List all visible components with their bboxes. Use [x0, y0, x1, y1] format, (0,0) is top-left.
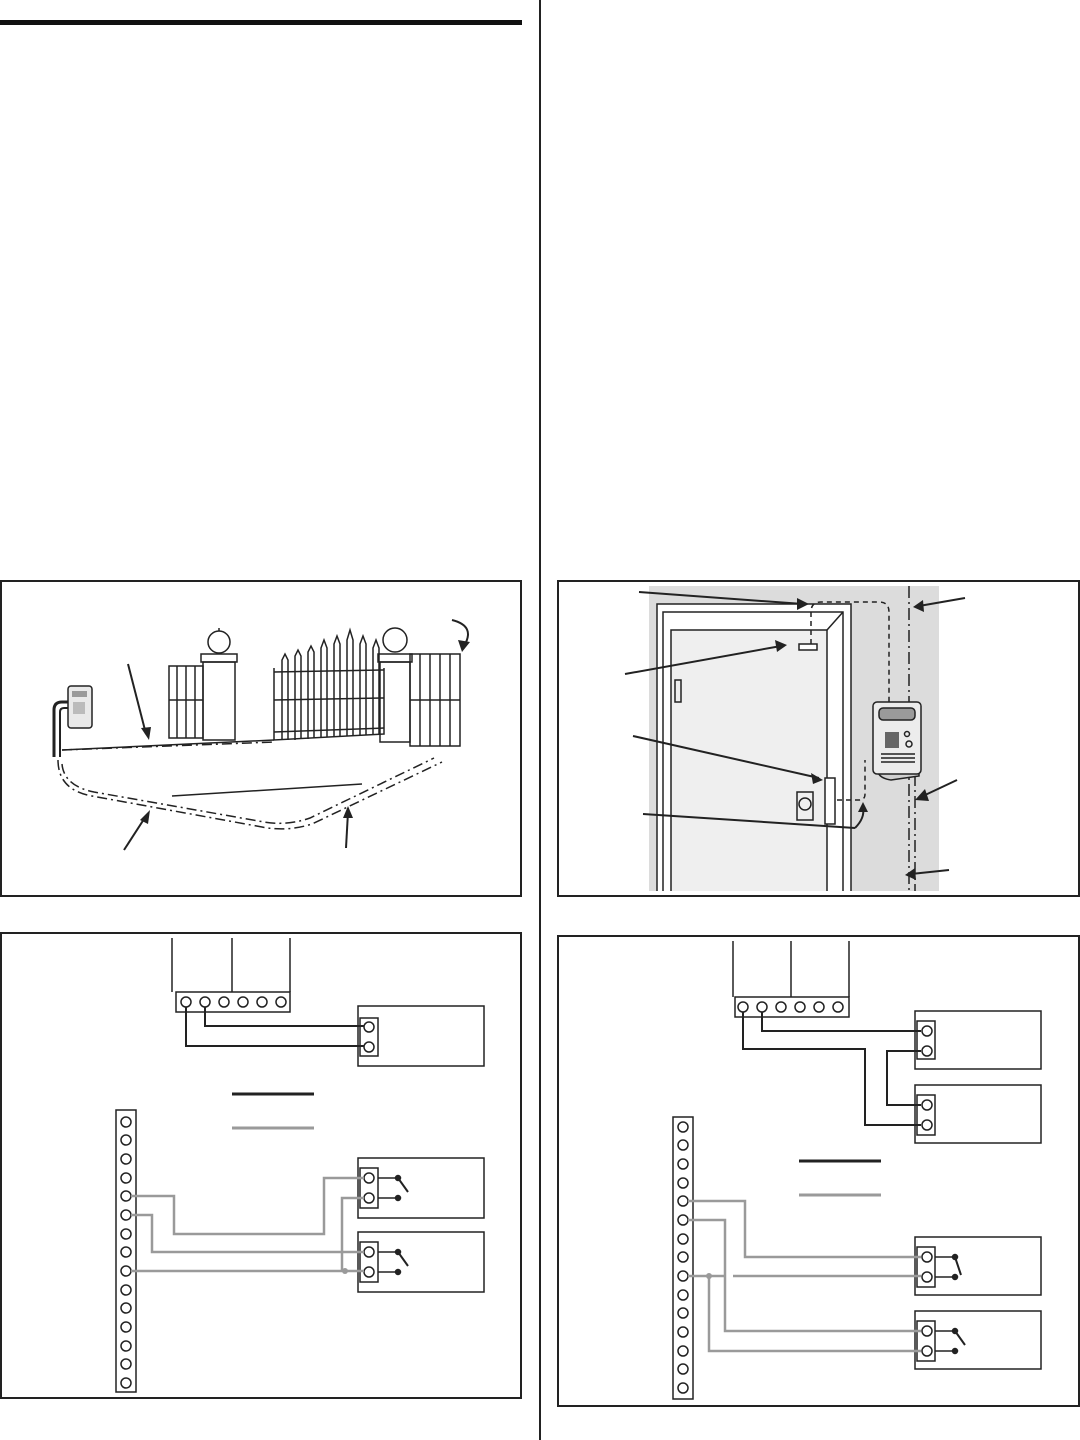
callbox-icon: [54, 686, 92, 757]
wiring-schematic-right: [559, 937, 1078, 1405]
door-installation-figure: [557, 580, 1080, 897]
relay-switch-icon: [915, 1311, 1041, 1369]
wiring-schematic-left: [2, 934, 520, 1397]
relay-switch-icon: [915, 1237, 1041, 1295]
gate-illustration: [2, 582, 520, 895]
gate-icon: [169, 628, 460, 746]
terminal-block-icon: [735, 997, 849, 1017]
terminal-block-icon: [176, 992, 290, 1012]
relay-switch-icon: [358, 1158, 484, 1218]
wiring-diagram-left: [0, 932, 522, 1399]
column-divider: [539, 0, 541, 1440]
keypad-icon: [873, 702, 921, 780]
wiring-diagram-right: [557, 935, 1080, 1407]
gate-installation-figure: [0, 580, 522, 897]
relay-switch-icon: [358, 1232, 484, 1292]
top-rule: [0, 20, 522, 25]
door-illustration: [559, 582, 1078, 895]
